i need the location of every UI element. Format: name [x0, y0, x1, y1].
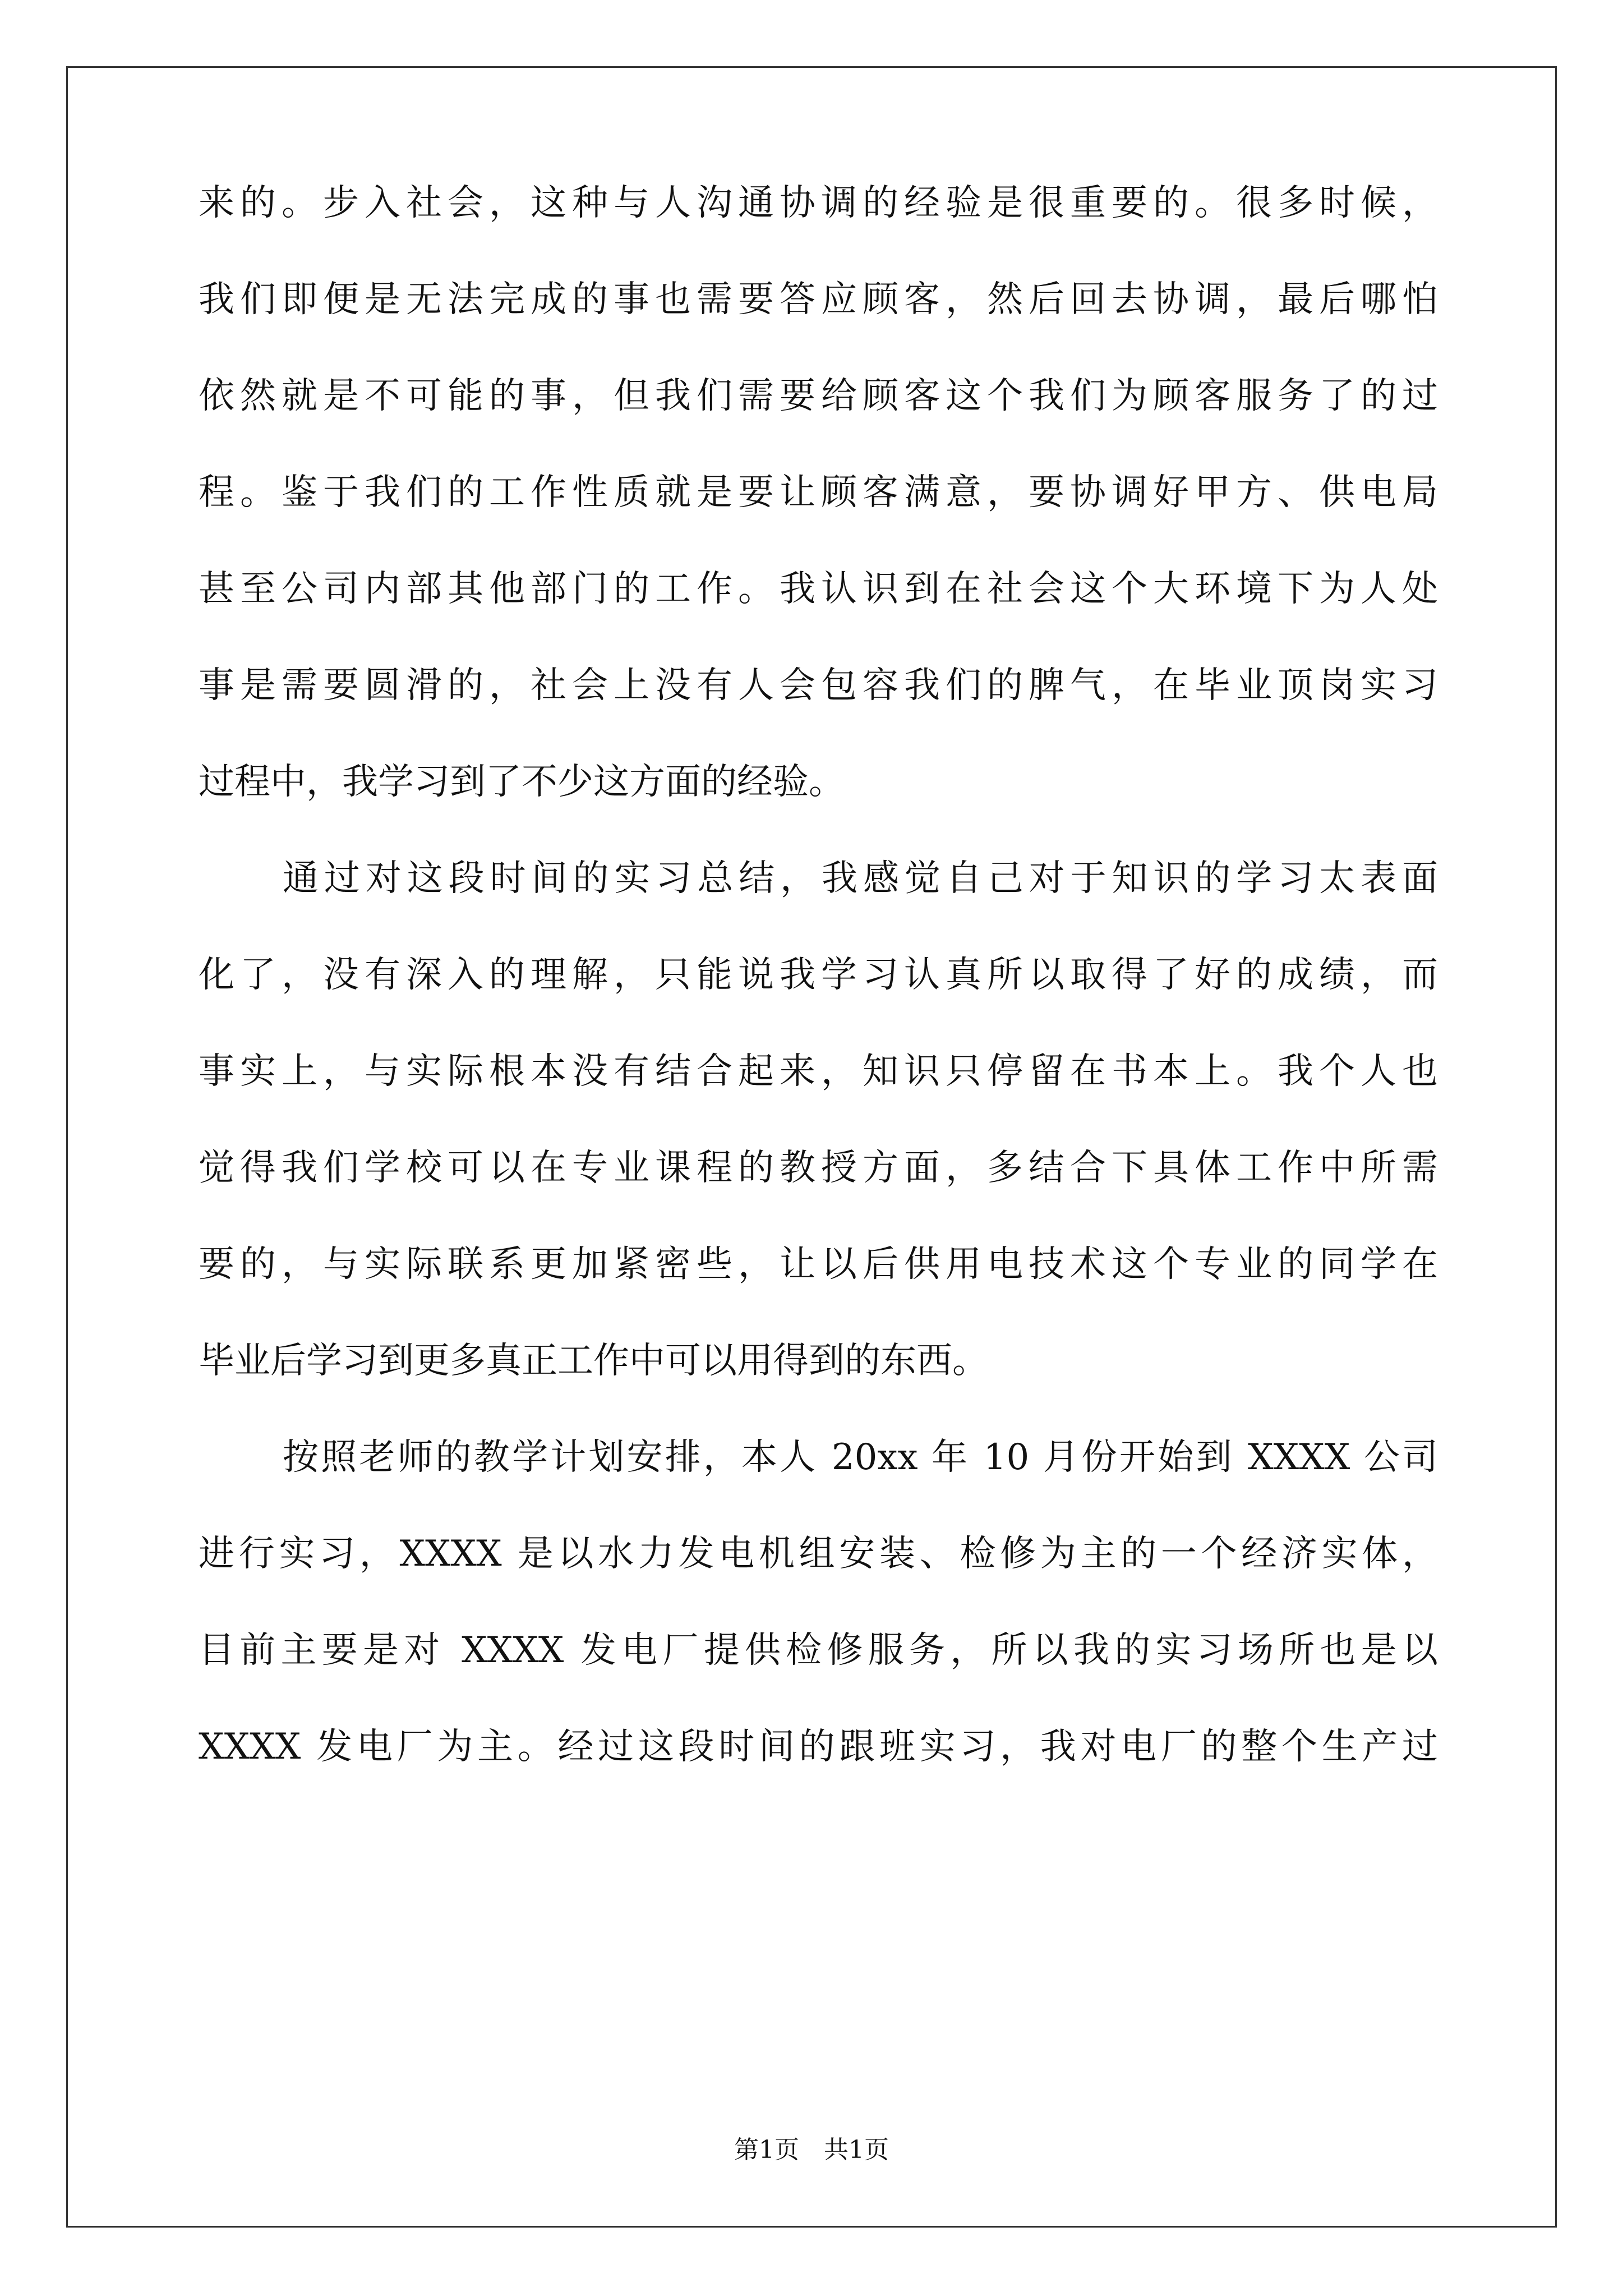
- text-line: 要的，与实际联系更加紧密些，让以后供用电技术这个专业的同学在: [199, 1244, 1438, 1285]
- text-line: 我们即便是无法完成的事也需要答应顾客，然后回去协调，最后哪怕: [199, 279, 1438, 320]
- text-line: 进行实习，XXXX 是以水力发电机组安装、检修为主的一个经济实体，: [199, 1533, 1438, 1575]
- text-line: 觉得我们学校可以在专业课程的教授方面，多结合下具体工作中所需: [199, 1147, 1438, 1189]
- text-line: 毕业后学习到更多真正工作中可以用得到的东西。: [199, 1340, 988, 1382]
- text-line: 程。鉴于我们的工作性质就是要让顾客满意，要协调好甲方、供电局: [199, 472, 1438, 513]
- text-line: XXXX 发电厂为主。经过这段时间的跟班实习，我对电厂的整个生产过: [199, 1726, 1438, 1768]
- text-line: 过程中，我学习到了不少这方面的经验。: [199, 761, 845, 803]
- text-line: 化了，没有深入的理解，只能说我学习认真所以取得了好的成绩，而: [199, 954, 1438, 996]
- text-line: 目前主要是对 XXXX 发电厂提供检修服务，所以我的实习场所也是以: [199, 1630, 1438, 1671]
- text-line: 甚至公司内部其他部门的工作。我认识到在社会这个大环境下为人处: [199, 568, 1438, 610]
- text-line: 按照老师的教学计划安排，本人 20xx 年 10 月份开始到 XXXX 公司: [283, 1437, 1438, 1478]
- text-line: 依然就是不可能的事，但我们需要给顾客这个我们为顾客服务了的过: [199, 375, 1438, 417]
- text-line: 通过对这段时间的实习总结，我感觉自己对于知识的学习太表面: [283, 858, 1438, 899]
- text-line: 事实上，与实际根本没有结合起来，知识只停留在书本上。我个人也: [199, 1051, 1438, 1092]
- page-number: 第1页 共1页: [734, 2136, 889, 2164]
- text-line: 事是需要圆滑的，社会上没有人会包容我们的脾气，在毕业顶岗实习: [199, 665, 1438, 706]
- text-line: 来的。步入社会，这种与人沟通协调的经验是很重要的。很多时候，: [199, 182, 1438, 224]
